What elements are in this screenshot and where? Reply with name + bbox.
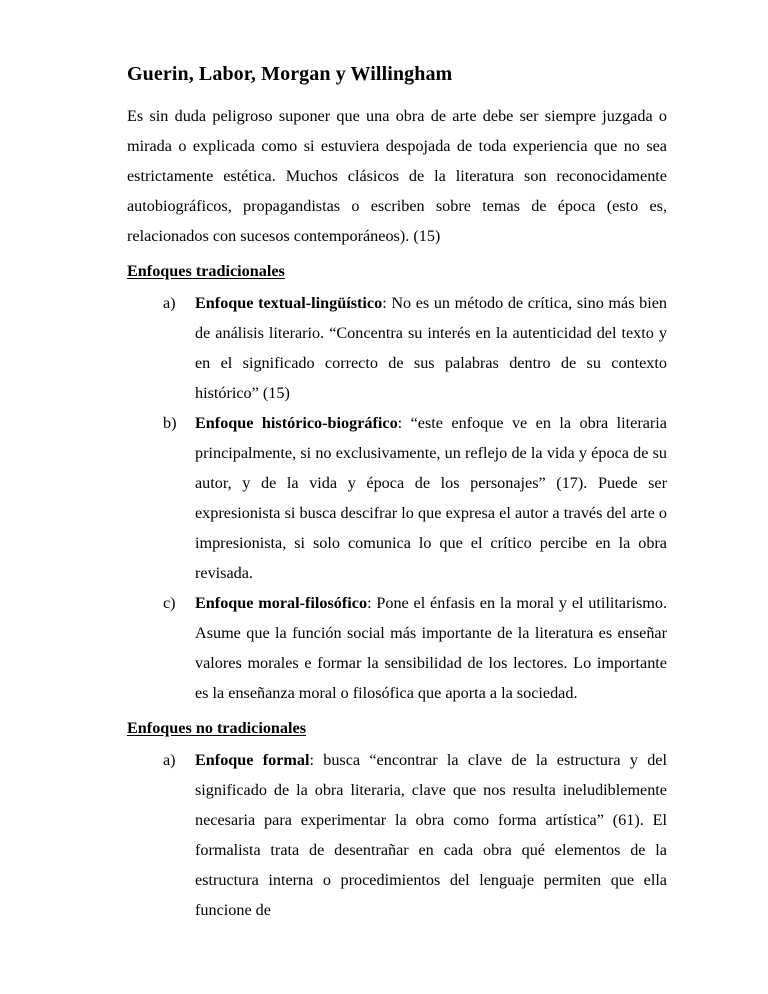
list-item-marker: c) [163,594,176,612]
list-item-body: : “este enfoque ve en la obra literaria principalmente, si no exclusivamente, un reflejo de la vida y época de su autor, y de la vida y época de los personajes” (17). Puede ser expresionista si busca descifrar lo que expresa el autor a través del arte o impresionista, si solo comunica lo que el crítico percibe en la obra revisada. [195,414,667,582]
list-item [127,745,667,925]
approach-list-non-traditional [127,745,667,925]
list-item-term: Enfoque moral-filosófico [195,594,368,612]
list-item-body: : No es un método de crítica, sino más bien de análisis literario. “Concentra su interés en la autenticidad del texto y en el significado correcto de sus palabras dentro de su contexto histórico” (15) [195,294,667,402]
list-item [127,408,667,588]
page-title: Guerin, Labor, Morgan y Willingham [127,63,453,85]
list-item-term: Enfoque formal [195,751,310,769]
section-heading-text: Enfoques tradicionales [127,262,285,280]
list-item-marker: b) [163,414,177,432]
section-enfoques-tradicionales [127,256,667,708]
list-item [127,288,667,408]
section-heading-non-traditional [127,713,667,743]
list-item-term: Enfoque histórico-biográfico [195,414,398,432]
section-heading-text: Enfoques no tradicionales [127,719,306,737]
list-item-marker: a) [163,751,176,769]
section-heading-traditional [127,256,667,286]
section-enfoques-no-tradicionales [127,713,667,925]
list-item-marker: a) [163,294,176,312]
list-item-body: : Pone el énfasis en la moral y el utilitarismo. Asume que la función social más importante de la literatura es enseñar valores morales e formar la sensibilidad de los lectores. Lo importante es la enseñanza moral o filosófica que aporta a la sociedad. [195,594,667,702]
list-item [127,588,667,708]
list-item-body: : busca “encontrar la clave de la estructura y del significado de la obra literaria, clave que nos resulta ineludiblemente necesaria para experimentar la obra como forma artística” (61). El formalista trata de desentrañar en cada obra qué elementos de la estructura interna o procedimientos del lenguaje permiten que ella funcione de [195,751,667,919]
list-item-term: Enfoque textual-lingüístico [195,294,383,312]
intro-paragraph: Es sin duda peligroso suponer que una obra de arte debe ser siempre juzgada o mirada o explicada como si estuviera despojada de toda experiencia que no sea estrictamente estética. Muchos clásicos de la literatura son reconocidamente autobiográficos, propagandistas o escriben sobre temas de época (esto es, relacionados con sucesos contemporáneos). (15) [127,107,667,245]
approach-list-traditional [127,288,667,708]
